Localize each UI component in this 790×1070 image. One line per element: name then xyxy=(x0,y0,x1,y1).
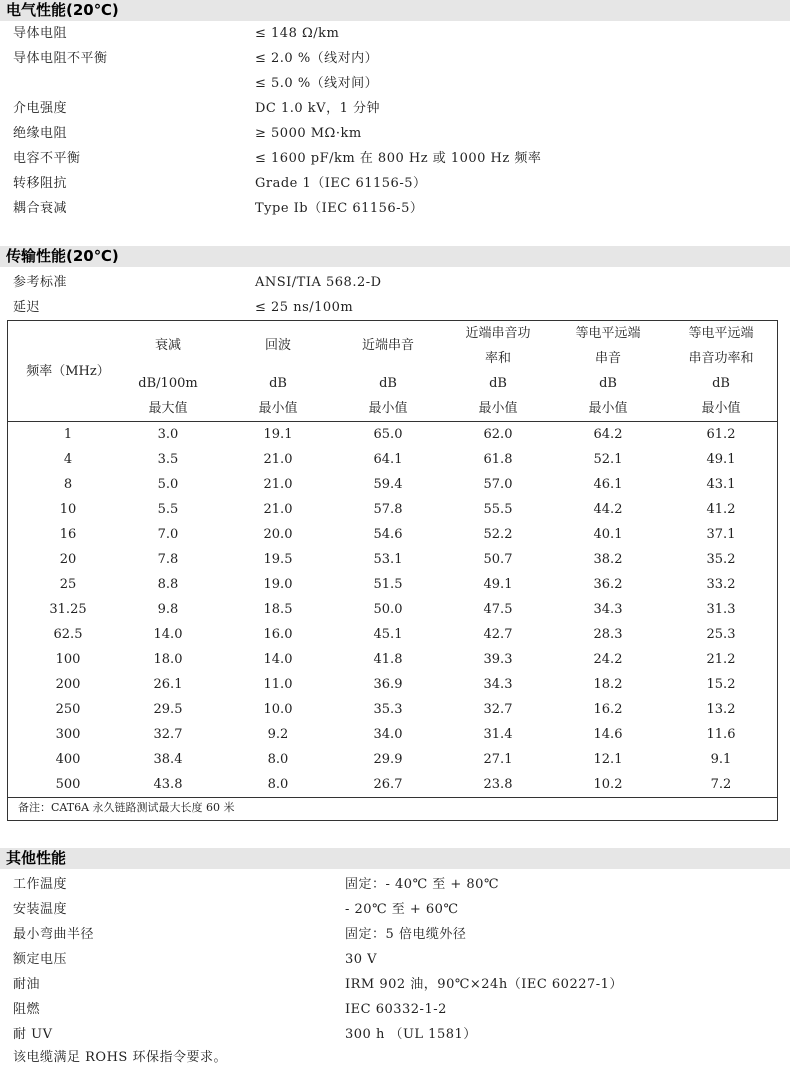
value-cell: 18.0 xyxy=(153,652,183,667)
spec-row xyxy=(0,1022,790,1047)
value-cell: 57.0 xyxy=(483,477,513,492)
spec-label: 最小弯曲半径 xyxy=(13,927,95,942)
spec-label: 绝缘电阻 xyxy=(13,126,68,141)
value-cell: 31.4 xyxy=(483,727,513,742)
spec-value: ≤ 2.0 %（线对内） xyxy=(255,51,379,66)
frequency-cell: 8 xyxy=(63,477,73,492)
column-limit: 最小值 xyxy=(258,401,298,416)
value-cell: 9.2 xyxy=(267,727,289,742)
value-cell: 55.5 xyxy=(483,502,513,517)
other-section-title: 其他性能 xyxy=(0,848,790,869)
value-cell: 49.1 xyxy=(706,452,736,467)
value-cell: 34.0 xyxy=(373,727,403,742)
value-cell: 20.0 xyxy=(263,527,293,542)
value-cell: 34.3 xyxy=(593,602,623,617)
spec-value: ≤ 148 Ω/km xyxy=(255,26,340,41)
column-header: 率和 xyxy=(484,351,511,366)
value-cell: 53.1 xyxy=(373,552,403,567)
value-cell: 41.8 xyxy=(373,652,403,667)
value-cell: 10.0 xyxy=(263,702,293,717)
electrical-section-title: 电气性能(20℃) xyxy=(0,0,790,21)
spec-label: 导体电阻 xyxy=(13,26,68,41)
spec-value: 固定：- 40℃ 至 + 80℃ xyxy=(345,877,499,892)
column-unit: dB xyxy=(379,376,397,391)
spec-row xyxy=(0,897,790,922)
spec-value: 30 V xyxy=(345,952,378,967)
value-cell: 51.5 xyxy=(373,577,403,592)
column-header: 等电平远端 xyxy=(575,326,641,341)
value-cell: 39.3 xyxy=(483,652,513,667)
spec-value: IRM 902 油，90℃×24h（IEC 60227-1） xyxy=(345,977,623,992)
frequency-cell: 10 xyxy=(59,502,77,517)
value-cell: 45.1 xyxy=(373,627,403,642)
value-cell: 41.2 xyxy=(706,502,736,517)
spec-label: 工作温度 xyxy=(13,877,68,892)
column-limit: 最小值 xyxy=(368,401,408,416)
value-cell: 5.5 xyxy=(157,502,179,517)
value-cell: 5.0 xyxy=(157,477,179,492)
value-cell: 50.7 xyxy=(483,552,513,567)
frequency-cell: 250 xyxy=(55,702,81,717)
spec-label: 电容不平衡 xyxy=(13,151,81,166)
spec-value: Grade 1（IEC 61156-5） xyxy=(255,176,427,191)
value-cell: 16.0 xyxy=(263,627,293,642)
value-cell: 29.5 xyxy=(153,702,183,717)
value-cell: 46.1 xyxy=(593,477,623,492)
frequency-cell: 4 xyxy=(63,452,73,467)
value-cell: 43.1 xyxy=(706,477,736,492)
spec-label: 参考标准 xyxy=(13,275,68,290)
value-cell: 25.3 xyxy=(706,627,736,642)
value-cell: 62.0 xyxy=(483,427,513,442)
column-header: 串音功率和 xyxy=(688,351,754,366)
frequency-cell: 100 xyxy=(55,652,81,667)
spec-row xyxy=(0,71,790,96)
column-header: 等电平远端 xyxy=(688,326,754,341)
transmission-table xyxy=(7,320,778,821)
frequency-cell: 500 xyxy=(55,777,81,792)
spec-label: 转移阻抗 xyxy=(13,176,68,191)
transmission-section-title: 传输性能(20℃) xyxy=(0,246,790,267)
spec-value: 固定：5 倍电缆外径 xyxy=(345,927,467,942)
value-cell: 24.2 xyxy=(593,652,623,667)
value-cell: 40.1 xyxy=(593,527,623,542)
value-cell: 21.0 xyxy=(263,477,293,492)
column-header: 串音 xyxy=(594,351,621,366)
value-cell: 38.2 xyxy=(593,552,623,567)
spec-label: 耐 UV xyxy=(13,1027,53,1042)
spec-value: ≤ 1600 pF/km 在 800 Hz 或 1000 Hz 频率 xyxy=(255,151,542,166)
column-unit: dB xyxy=(712,376,730,391)
value-cell: 33.2 xyxy=(706,577,736,592)
frequency-cell: 62.5 xyxy=(53,627,83,642)
value-cell: 44.2 xyxy=(593,502,623,517)
value-cell: 26.1 xyxy=(153,677,183,692)
spec-value: - 20℃ 至 + 60℃ xyxy=(345,902,459,917)
column-header: 回波 xyxy=(264,338,291,353)
column-unit: dB xyxy=(489,376,507,391)
value-cell: 13.2 xyxy=(706,702,736,717)
value-cell: 37.1 xyxy=(706,527,736,542)
column-limit: 最小值 xyxy=(478,401,518,416)
spec-label: 阻燃 xyxy=(13,1002,41,1017)
value-cell: 19.1 xyxy=(263,427,293,442)
value-cell: 21.2 xyxy=(706,652,736,667)
value-cell: 18.2 xyxy=(593,677,623,692)
value-cell: 35.3 xyxy=(373,702,403,717)
value-cell: 29.9 xyxy=(373,752,403,767)
frequency-cell: 1 xyxy=(63,427,73,442)
spec-value: 300 h （UL 1581） xyxy=(345,1027,477,1042)
value-cell: 27.1 xyxy=(483,752,513,767)
value-cell: 47.5 xyxy=(483,602,513,617)
spec-row xyxy=(0,270,790,295)
value-cell: 26.7 xyxy=(373,777,403,792)
value-cell: 7.0 xyxy=(157,527,179,542)
value-cell: 35.2 xyxy=(706,552,736,567)
column-unit: dB/100m xyxy=(138,376,198,391)
value-cell: 14.0 xyxy=(263,652,293,667)
column-limit: 最小值 xyxy=(588,401,628,416)
value-cell: 9.1 xyxy=(710,752,732,767)
value-cell: 11.0 xyxy=(263,677,293,692)
frequency-cell: 31.25 xyxy=(49,602,87,617)
value-cell: 3.5 xyxy=(157,452,179,467)
spec-value: ≥ 5000 MΩ·km xyxy=(255,126,362,141)
value-cell: 11.6 xyxy=(706,727,736,742)
spec-row xyxy=(0,46,790,71)
spec-value: ≤ 5.0 %（线对间） xyxy=(255,76,379,91)
value-cell: 10.2 xyxy=(593,777,623,792)
value-cell: 49.1 xyxy=(483,577,513,592)
value-cell: 61.8 xyxy=(483,452,513,467)
value-cell: 14.6 xyxy=(593,727,623,742)
spec-label: 额定电压 xyxy=(13,952,68,967)
spec-value: DC 1.0 kV，1 分钟 xyxy=(255,101,380,116)
value-cell: 52.2 xyxy=(483,527,513,542)
spec-label: 耐油 xyxy=(13,977,41,992)
spec-label: 耦合衰减 xyxy=(13,201,68,216)
value-cell: 64.2 xyxy=(593,427,623,442)
spec-label: 导体电阻不平衡 xyxy=(13,51,108,66)
value-cell: 18.5 xyxy=(263,602,293,617)
value-cell: 43.8 xyxy=(153,777,183,792)
footer-note: 该电缆满足 ROHS 环保指令要求。 xyxy=(13,1050,227,1065)
frequency-cell: 200 xyxy=(55,677,81,692)
spec-label: 安装温度 xyxy=(13,902,68,917)
spec-row xyxy=(0,972,790,997)
spec-row xyxy=(0,872,790,897)
column-header: 近端串音功 xyxy=(465,326,531,341)
spec-row xyxy=(0,96,790,121)
value-cell: 16.2 xyxy=(593,702,623,717)
spec-row xyxy=(0,196,790,221)
value-cell: 3.0 xyxy=(157,427,179,442)
spec-value: Type Ib（IEC 61156-5） xyxy=(255,201,424,216)
spec-row xyxy=(0,295,790,320)
value-cell: 7.8 xyxy=(157,552,179,567)
spec-row xyxy=(0,947,790,972)
column-limit: 最大值 xyxy=(148,401,188,416)
value-cell: 32.7 xyxy=(153,727,183,742)
value-cell: 12.1 xyxy=(593,752,623,767)
value-cell: 36.9 xyxy=(373,677,403,692)
frequency-cell: 300 xyxy=(55,727,81,742)
value-cell: 8.0 xyxy=(267,752,289,767)
value-cell: 19.5 xyxy=(263,552,293,567)
spec-row xyxy=(0,171,790,196)
value-cell: 31.3 xyxy=(706,602,736,617)
value-cell: 21.0 xyxy=(263,502,293,517)
column-header: 近端串音 xyxy=(361,338,414,353)
value-cell: 32.7 xyxy=(483,702,513,717)
value-cell: 23.8 xyxy=(483,777,513,792)
frequency-cell: 16 xyxy=(59,527,77,542)
value-cell: 8.0 xyxy=(267,777,289,792)
value-cell: 42.7 xyxy=(483,627,513,642)
spec-label: 介电强度 xyxy=(13,101,68,116)
spec-row xyxy=(0,21,790,46)
value-cell: 28.3 xyxy=(593,627,623,642)
spec-row xyxy=(0,146,790,171)
value-cell: 9.8 xyxy=(157,602,179,617)
frequency-cell: 400 xyxy=(55,752,81,767)
value-cell: 54.6 xyxy=(373,527,403,542)
spec-label: 延迟 xyxy=(13,300,41,315)
value-cell: 65.0 xyxy=(373,427,403,442)
freq-header: 频率（MHz） xyxy=(26,364,110,379)
note-divider xyxy=(8,797,777,798)
column-unit: dB xyxy=(269,376,287,391)
value-cell: 21.0 xyxy=(263,452,293,467)
frequency-cell: 25 xyxy=(59,577,77,592)
spec-row xyxy=(0,997,790,1022)
spec-value: IEC 60332-1-2 xyxy=(345,1002,447,1017)
frequency-cell: 20 xyxy=(59,552,77,567)
value-cell: 36.2 xyxy=(593,577,623,592)
value-cell: 61.2 xyxy=(706,427,736,442)
spec-value: ANSI/TIA 568.2-D xyxy=(255,275,382,290)
value-cell: 59.4 xyxy=(373,477,403,492)
table-note: 备注：CAT6A 永久链路测试最大长度 60 米 xyxy=(18,801,235,814)
value-cell: 38.4 xyxy=(153,752,183,767)
value-cell: 14.0 xyxy=(153,627,183,642)
value-cell: 15.2 xyxy=(706,677,736,692)
column-header: 衰减 xyxy=(154,338,181,353)
value-cell: 19.0 xyxy=(263,577,293,592)
value-cell: 7.2 xyxy=(710,777,732,792)
value-cell: 64.1 xyxy=(373,452,403,467)
column-unit: dB xyxy=(599,376,617,391)
spec-value: ≤ 25 ns/100m xyxy=(255,300,354,315)
spec-row xyxy=(0,121,790,146)
value-cell: 8.8 xyxy=(157,577,179,592)
value-cell: 52.1 xyxy=(593,452,623,467)
value-cell: 57.8 xyxy=(373,502,403,517)
column-limit: 最小值 xyxy=(701,401,741,416)
value-cell: 34.3 xyxy=(483,677,513,692)
spec-row xyxy=(0,922,790,947)
value-cell: 50.0 xyxy=(373,602,403,617)
